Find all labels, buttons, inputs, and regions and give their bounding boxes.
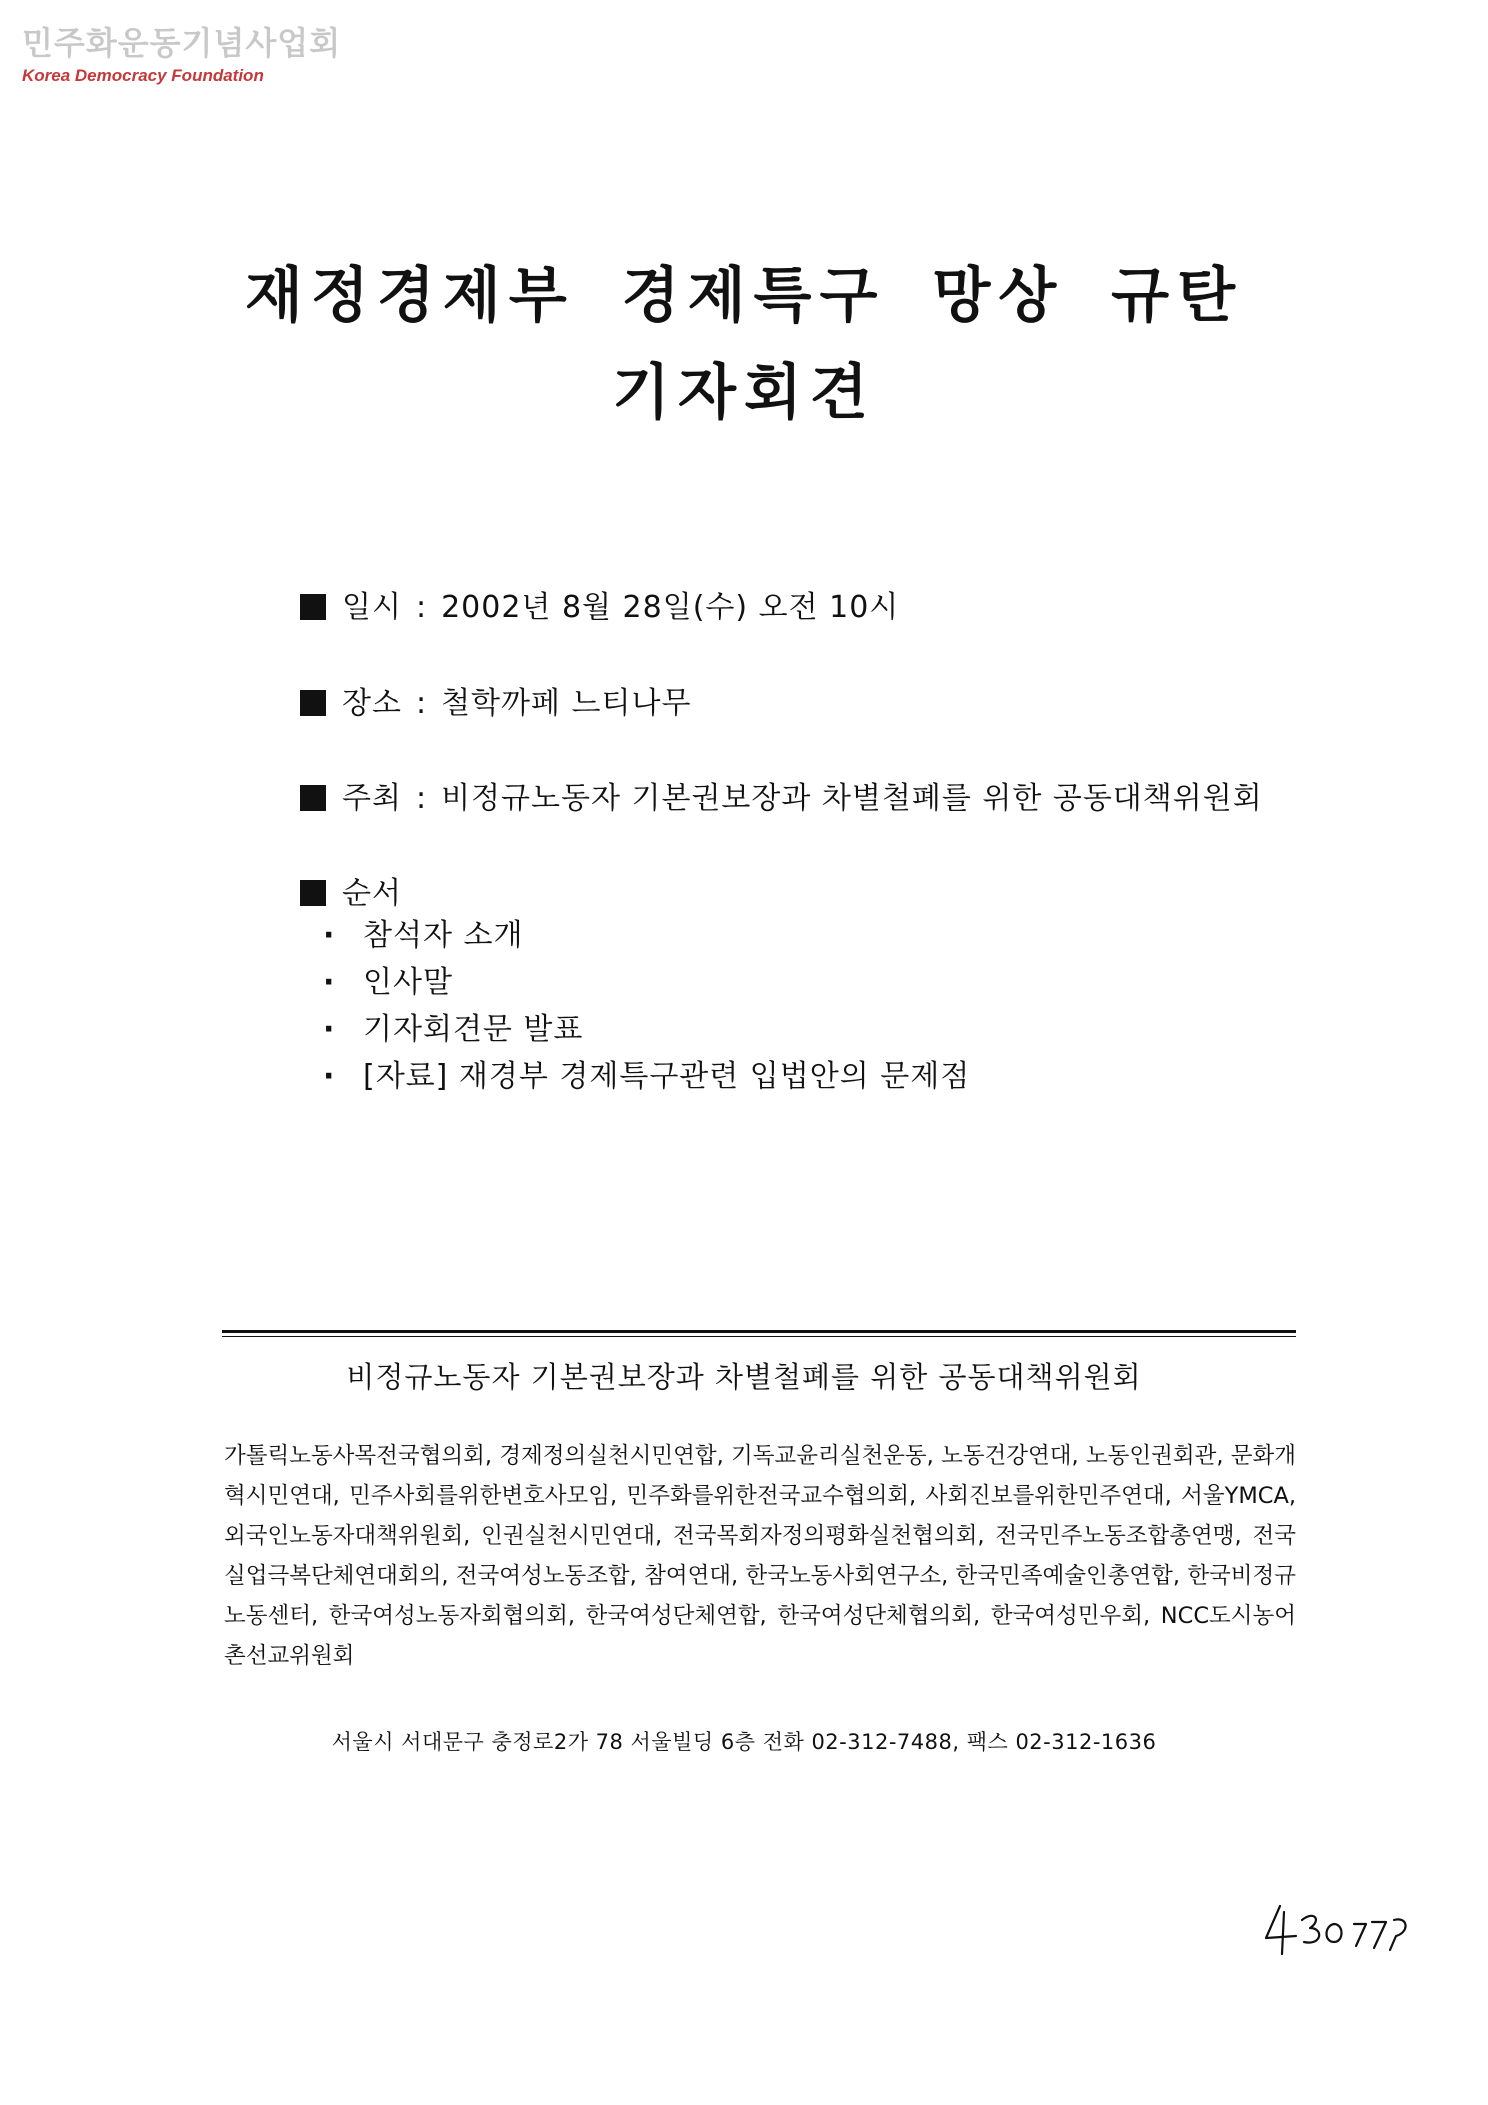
square-bullet-icon bbox=[300, 690, 326, 716]
dot-bullet-icon: · bbox=[323, 918, 336, 953]
colon: : bbox=[415, 781, 428, 816]
watermark-english: Korea Democracy Foundation bbox=[22, 66, 264, 85]
square-bullet-icon bbox=[300, 880, 326, 906]
list-item bbox=[323, 1053, 970, 1100]
order-item-text: 기자회견문 발표 bbox=[363, 1012, 584, 1047]
place-label: 장소 bbox=[342, 686, 402, 721]
order-item-text: [자료] 재경부 경제특구관련 입법안의 문제점 bbox=[363, 1059, 971, 1094]
footer-divider bbox=[222, 1330, 1296, 1337]
place-value: 철학까페 느티나무 bbox=[441, 686, 692, 721]
info-place bbox=[300, 678, 691, 722]
square-bullet-icon bbox=[300, 594, 326, 620]
order-item-text: 인사말 bbox=[363, 965, 453, 1000]
document-subtitle: 기자회견 bbox=[612, 358, 876, 428]
date-value: 2002년 8월 28일(수) 오전 10시 bbox=[441, 590, 900, 625]
dot-bullet-icon: · bbox=[323, 1012, 336, 1047]
contact-address: 서울시 서대문구 충정로2가 78 서울빌딩 6층 전화 02-312-7488, 팩스 02-312-1636 bbox=[331, 1730, 1157, 1754]
watermark-korean: 민주화운동기념사업회 bbox=[22, 24, 342, 62]
dot-bullet-icon: · bbox=[323, 965, 336, 1000]
member-organizations: 가톨릭노동사목전국협의회, 경제정의실천시민연합, 기독교윤리실천운동, 노동건강연대, 노동인권회관, 문화개혁시민연대, 민주사회를위한변호사모임, 민주화를위한전국교수협의회, 사회진보를위한민주연대, 서울YMCA, 외국인노동자대책위원회, 인권실천시민연대, 전국목회자정의평화실천협의회, 전국민주노동조합총연맹, 전국실업극복단체연대회의, 전국여성노동조합, 참여연대, 한국노동사회연구소, 한국민족예술인총연합, 한국비정규노동센터, 한국여성노동자회협의회, 한국여성단체연합, 한국여성단체협의회, 한국여성민우회, NCC도시농어촌선교위원회 bbox=[224, 1443, 1296, 1669]
info-date bbox=[300, 582, 899, 626]
list-item bbox=[323, 959, 970, 1006]
watermark-logo bbox=[22, 18, 341, 86]
info-host bbox=[300, 773, 1263, 817]
list-item bbox=[323, 912, 970, 959]
order-list bbox=[323, 912, 970, 1100]
organization-name: 비정규노동자 기본권보장과 차별철폐를 위한 공동대책위원회 bbox=[346, 1360, 1142, 1394]
dot-bullet-icon: · bbox=[323, 1059, 336, 1094]
handwritten-signature bbox=[1262, 1898, 1412, 1960]
host-label: 주최 bbox=[342, 781, 402, 816]
info-order bbox=[300, 868, 402, 912]
list-item bbox=[323, 1006, 970, 1053]
document-title: 재정경제부 경제특구 망상 규탄 bbox=[244, 261, 1244, 331]
colon: : bbox=[415, 590, 428, 625]
square-bullet-icon bbox=[300, 785, 326, 811]
colon: : bbox=[415, 686, 428, 721]
order-label: 순서 bbox=[342, 876, 402, 911]
host-value: 비정규노동자 기본권보장과 차별철폐를 위한 공동대책위원회 bbox=[441, 781, 1263, 816]
date-label: 일시 bbox=[342, 590, 402, 625]
order-item-text: 참석자 소개 bbox=[363, 918, 524, 953]
